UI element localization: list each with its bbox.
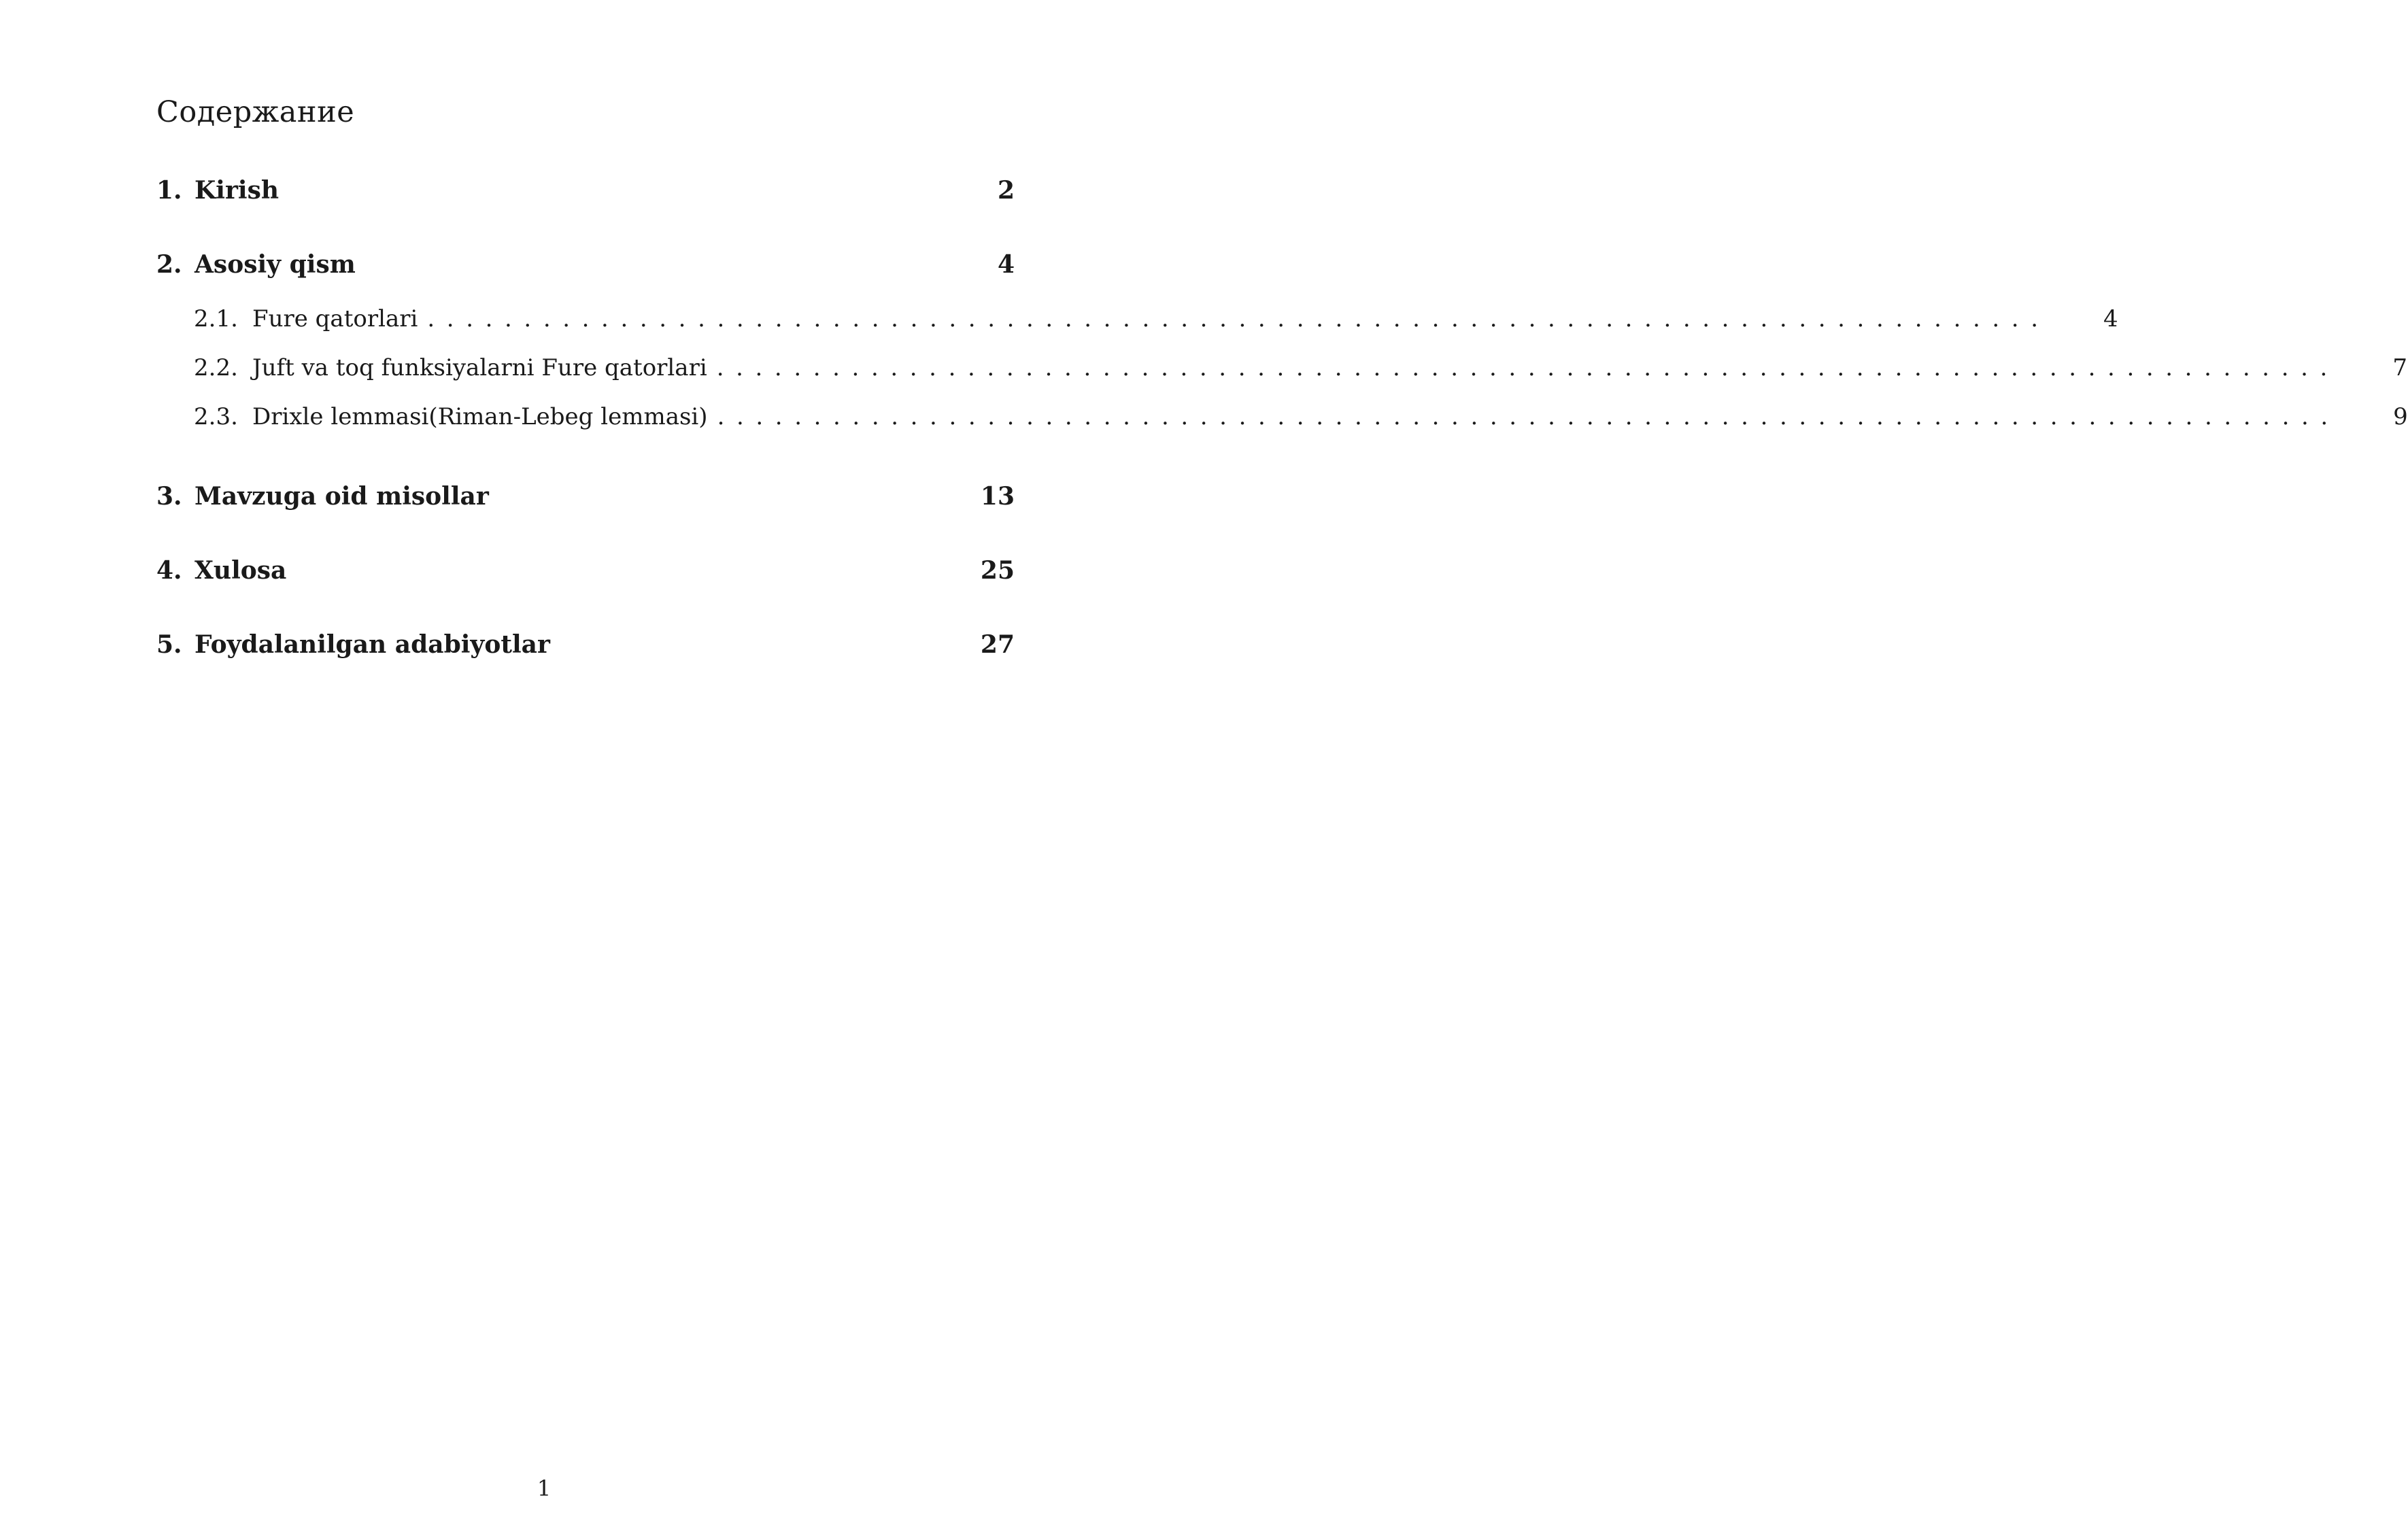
toc-entry-label: Asosiy qism (194, 250, 356, 279)
toc-entry-number: 2. (156, 250, 182, 279)
toc-entry-page: 7 (2392, 354, 2407, 381)
toc-entry-xulosa[interactable] (156, 551, 1015, 589)
toc-entry-page: 9 (2393, 403, 2408, 430)
toc-subentry-fure-qatorlari[interactable] (156, 294, 2118, 343)
dot-leader: .................................................................................... (717, 403, 2340, 430)
toc-entry-label: Fure qatorlari (252, 305, 418, 332)
page-number: 1 (537, 1475, 552, 1501)
table-of-contents (156, 171, 2408, 664)
toc-entry-foydalanilgan-adabiyotlar[interactable] (156, 626, 1015, 664)
toc-subentry-drixle-lemmasi[interactable] (156, 392, 2408, 441)
toc-entry-page: 4 (997, 250, 1015, 279)
toc-entry-page: 13 (980, 482, 1015, 511)
toc-entry-label: Juft va toq funksiyalarni Fure qatorlari (252, 354, 707, 381)
toc-entry-page: 25 (980, 556, 1015, 585)
toc-entry-number: 2.2. (194, 354, 238, 381)
toc-entry-label: Drixle lemmasi(Riman-Lebeg lemmasi) (252, 403, 708, 430)
toc-entry-page: 2 (997, 176, 1015, 205)
toc-entry-number: 4. (156, 556, 182, 585)
toc-entry-label: Mavzuga oid misollar (194, 482, 489, 511)
toc-entry-page: 4 (2103, 305, 2118, 332)
toc-entry-label: Xulosa (194, 556, 287, 585)
toc-entry-number: 2.3. (194, 403, 238, 430)
toc-subentry-juft-va-toq[interactable] (156, 343, 2407, 392)
toc-heading: Содержание (156, 95, 355, 129)
toc-entry-kirish[interactable] (156, 171, 1015, 209)
dot-leader: .................................................................................... (716, 354, 2339, 381)
toc-entry-asosiy-qism[interactable] (156, 245, 1015, 284)
toc-entry-label: Foydalanilgan adabiyotlar (194, 630, 550, 659)
toc-entry-number: 3. (156, 482, 182, 511)
toc-entry-mavzuga-oid-misollar[interactable] (156, 477, 1015, 515)
toc-entry-number: 5. (156, 630, 182, 659)
dot-leader: .................................................................................... (427, 305, 2050, 332)
toc-entry-number: 2.1. (194, 305, 238, 332)
toc-entry-page: 27 (980, 630, 1015, 659)
toc-entry-label: Kirish (194, 176, 279, 205)
toc-entry-number: 1. (156, 176, 182, 205)
